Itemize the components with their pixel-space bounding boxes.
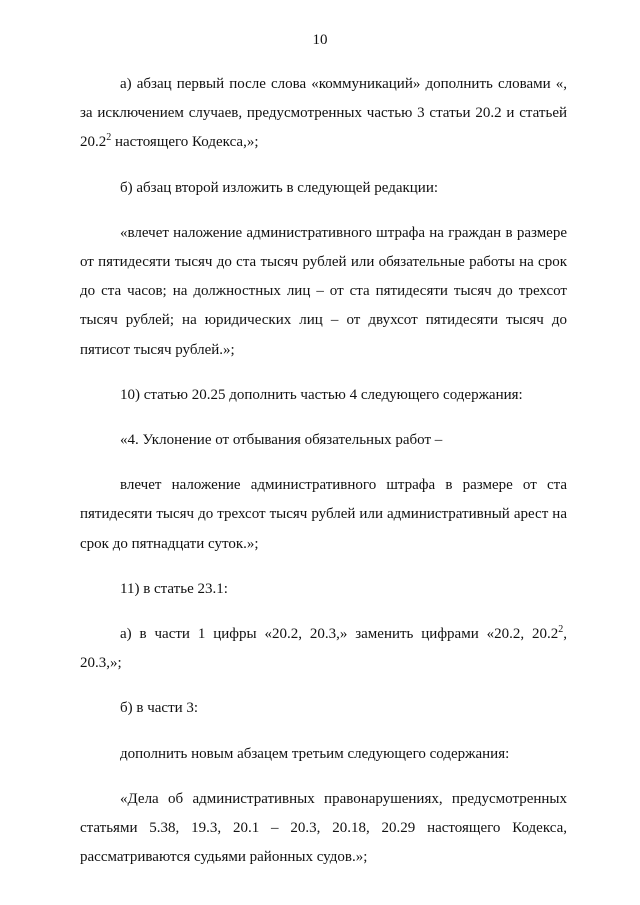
paragraph-item-11-a: [80, 620, 567, 678]
paragraph-text: а) абзац первый после слова «коммуникаций» дополнить словами «, за исключением случаев, предусмотренных частью 3 статьи 20.2 и статьей 20.2: [80, 76, 567, 151]
paragraph-amendment-a-first: [80, 70, 567, 158]
paragraph-quote-cases: «Дела об административных правонарушениях, предусмотренных статьями 5.38, 19.3, 20.1 – 20.3, 20.18, 20.29 настоящего Кодекса, рассматриваются судьями районных судов.»;: [80, 790, 567, 866]
paragraph-amendment-b-second: б) абзац второй изложить в следующей редакции:: [120, 179, 439, 196]
document-body: [80, 70, 567, 872]
paragraph-item-11: 11) в статье 23.1:: [120, 580, 228, 597]
paragraph-part-4-heading: «4. Уклонение от отбывания обязательных работ –: [120, 432, 443, 449]
page-number: 10: [312, 32, 328, 48]
paragraph-text: , 20.3,»;: [80, 626, 567, 672]
paragraph-part-4-penalty: влечет наложение административного штрафа в размере от ста пятидесяти тысяч до трехсот тысяч рублей или административный арест на срок до пятнадцати суток.»;: [80, 477, 567, 552]
paragraph-item-10: 10) статью 20.25 дополнить частью 4 следующего содержания:: [120, 386, 523, 403]
paragraph-text: настоящего Кодекса,»;: [111, 134, 259, 151]
superscript: 2: [106, 132, 112, 144]
paragraph-text: а) в части 1 цифры «20.2, 20.3,» заменить цифрами «20.2, 20.2: [120, 626, 559, 643]
paragraph-add-third: дополнить новым абзацем третьим следующего содержания:: [120, 745, 510, 762]
paragraph-quote-penalty: «влечет наложение административного штрафа на граждан в размере от пятидесяти тысяч до ста тысяч рублей или обязательные работы на срок до ста часов; на должностных лиц – от ста пятидесяти тысяч до трехсот тысяч рублей; на юридических лиц – от двухсот пятидесяти тысяч до пятисот тысяч рублей.»;: [80, 224, 567, 358]
superscript: 2: [558, 624, 564, 636]
paragraph-item-11-b: б) в части 3:: [120, 700, 199, 717]
